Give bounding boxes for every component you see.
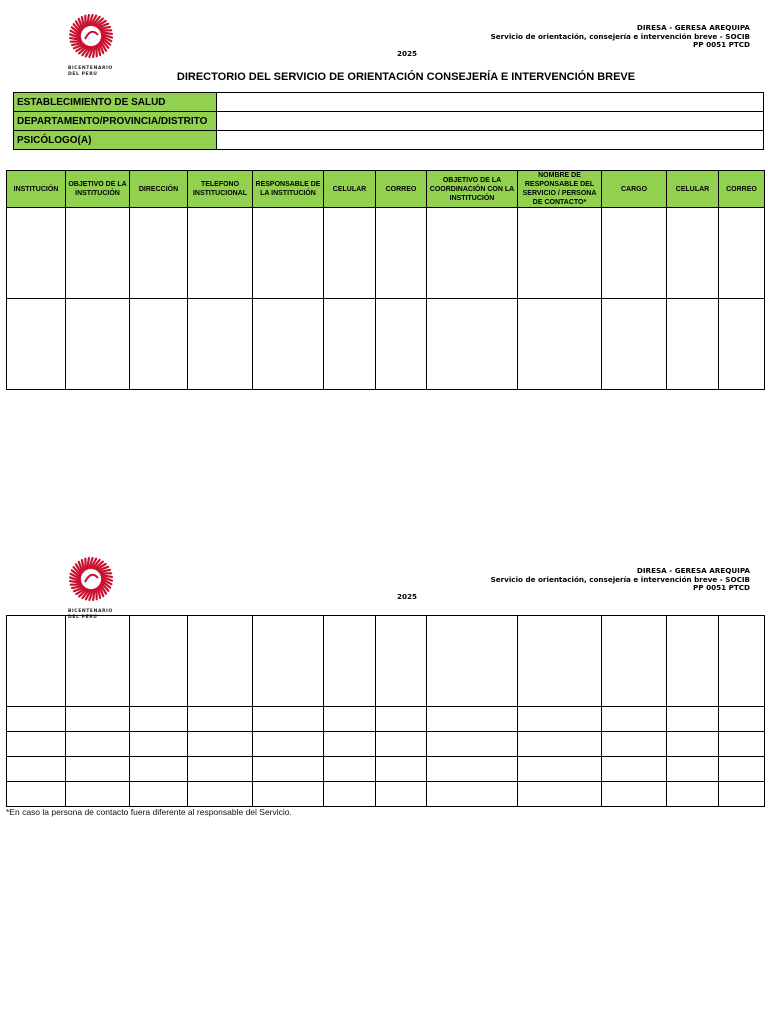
table-cell[interactable]: [518, 732, 602, 757]
info-table: [13, 92, 764, 150]
table-cell[interactable]: [130, 208, 188, 299]
table-cell[interactable]: [427, 732, 518, 757]
table-cell[interactable]: [188, 732, 253, 757]
col-header: OBJETIVO DE LA INSTITUCIÓN: [66, 171, 130, 208]
table-cell[interactable]: [719, 707, 765, 732]
table-header-row: [7, 171, 765, 208]
header-line3: PP 0051 PTCD: [693, 40, 750, 49]
table-cell[interactable]: [376, 782, 427, 807]
table-cell[interactable]: [719, 299, 765, 390]
table-row: [7, 208, 765, 299]
table-cell[interactable]: [518, 208, 602, 299]
table-cell[interactable]: [427, 208, 518, 299]
table-cell[interactable]: [253, 707, 324, 732]
table-cell[interactable]: [518, 299, 602, 390]
header-info-2: [491, 567, 750, 593]
header-line2: Servicio de orientación, consejería e intervención breve - SOCIB: [490, 31, 750, 41]
bicentenario-logo-2: [68, 556, 114, 621]
table-cell[interactable]: [7, 707, 66, 732]
table-cell[interactable]: [602, 208, 667, 299]
table-cell[interactable]: [376, 616, 427, 707]
table-cell[interactable]: [427, 707, 518, 732]
table-cell[interactable]: [7, 616, 66, 707]
table-cell[interactable]: [427, 616, 518, 707]
table-cell[interactable]: [66, 208, 130, 299]
logo-line2: DEL PERÚ: [68, 615, 98, 620]
table-cell[interactable]: [7, 208, 66, 299]
info-label: PSICÓLOGO(A): [14, 131, 217, 150]
col-header: INSTITUCIÓN: [7, 171, 66, 208]
info-row: [14, 112, 764, 131]
header-year-2: 2025: [397, 592, 418, 601]
table-cell[interactable]: [7, 732, 66, 757]
psicologo-field[interactable]: [217, 131, 764, 150]
info-row: [14, 131, 764, 150]
table-row: [7, 707, 765, 732]
table-cell[interactable]: [7, 757, 66, 782]
directory-table-page1: [6, 170, 765, 390]
table-cell[interactable]: [66, 782, 130, 807]
table-cell[interactable]: [719, 616, 765, 707]
table-cell[interactable]: [602, 757, 667, 782]
table-cell[interactable]: [130, 616, 188, 707]
table-cell[interactable]: [667, 208, 719, 299]
table-cell[interactable]: [602, 299, 667, 390]
col-header: OBJETIVO DE LA COORDINACIÓN CON LA INSTITUCIÓN: [427, 171, 518, 208]
table-cell[interactable]: [188, 616, 253, 707]
table-cell[interactable]: [324, 208, 376, 299]
header-line1: DIRESA - GERESA AREQUIPA: [636, 566, 750, 575]
table-cell[interactable]: [324, 782, 376, 807]
logo-line1: BICENTENARIO: [68, 609, 113, 614]
bicentenario-logo: [68, 13, 114, 78]
table-cell[interactable]: [253, 616, 324, 707]
table-cell[interactable]: [324, 299, 376, 390]
table-cell[interactable]: [427, 757, 518, 782]
col-header: DIRECCIÓN: [130, 171, 188, 208]
bicentenario-emblem-icon: [68, 13, 114, 59]
table-cell[interactable]: [719, 732, 765, 757]
table-cell[interactable]: [719, 782, 765, 807]
table-cell[interactable]: [518, 707, 602, 732]
table-cell[interactable]: [667, 616, 719, 707]
table-cell[interactable]: [324, 707, 376, 732]
table-cell[interactable]: [324, 616, 376, 707]
table-cell[interactable]: [253, 757, 324, 782]
departamento-field[interactable]: [217, 112, 764, 131]
table-cell[interactable]: [376, 707, 427, 732]
table-cell[interactable]: [427, 299, 518, 390]
table-cell[interactable]: [376, 208, 427, 299]
header-line3: PP 0051 PTCD: [693, 583, 750, 592]
table-cell[interactable]: [66, 732, 130, 757]
table-cell[interactable]: [602, 732, 667, 757]
table-cell[interactable]: [130, 782, 188, 807]
col-header: TELEFONO INSTITUCIONAL: [188, 171, 253, 208]
directory-table-page2: [6, 615, 765, 807]
table-cell[interactable]: [188, 208, 253, 299]
table-cell[interactable]: [518, 757, 602, 782]
table-cell[interactable]: [130, 707, 188, 732]
header-line2: Servicio de orientación, consejería e intervención breve - SOCIB: [490, 574, 750, 584]
header-year: 2025: [397, 49, 418, 58]
table-cell[interactable]: [667, 757, 719, 782]
table-cell[interactable]: [324, 757, 376, 782]
bicentenario-emblem-icon: [68, 556, 114, 602]
table-cell[interactable]: [188, 707, 253, 732]
header-line1: DIRESA - GERESA AREQUIPA: [636, 23, 750, 32]
table-cell[interactable]: [130, 757, 188, 782]
info-label: ESTABLECIMIENTO DE SALUD: [14, 93, 217, 112]
table-cell[interactable]: [130, 732, 188, 757]
table-cell[interactable]: [667, 299, 719, 390]
logo-line2: DEL PERÚ: [68, 72, 98, 77]
header-info: [491, 24, 750, 50]
table-cell[interactable]: [427, 782, 518, 807]
table-cell[interactable]: [66, 616, 130, 707]
table-cell[interactable]: [7, 299, 66, 390]
table-cell[interactable]: [602, 707, 667, 732]
col-header: CELULAR: [667, 171, 719, 208]
col-header: CARGO: [602, 171, 667, 208]
table-cell[interactable]: [130, 299, 188, 390]
table-cell[interactable]: [7, 782, 66, 807]
table-cell[interactable]: [66, 757, 130, 782]
table-row: [7, 616, 765, 707]
table-cell[interactable]: [376, 299, 427, 390]
page-title: DIRECTORIO DEL SERVICIO DE ORIENTACIÓN CONSEJERÍA E INTERVENCIÓN BREVE: [176, 71, 636, 83]
table-cell[interactable]: [66, 299, 130, 390]
col-header: RESPONSABLE DE LA INSTITUCIÓN: [253, 171, 324, 208]
table-cell[interactable]: [188, 299, 253, 390]
footnote: *En caso la persona de contacto fuera diferente al responsable del Servicio.: [6, 807, 292, 817]
table-cell[interactable]: [188, 782, 253, 807]
info-row: [14, 93, 764, 112]
table-row: [7, 782, 765, 807]
table-cell[interactable]: [66, 707, 130, 732]
logo-line1: BICENTENARIO: [68, 66, 113, 71]
table-cell[interactable]: [518, 782, 602, 807]
table-cell[interactable]: [719, 757, 765, 782]
table-cell[interactable]: [253, 208, 324, 299]
table-cell[interactable]: [719, 208, 765, 299]
col-header: NOMBRE DE RESPONSABLE DEL SERVICIO / PERSONA DE CONTACTO*: [518, 171, 602, 208]
table-cell[interactable]: [667, 782, 719, 807]
table-cell[interactable]: [602, 616, 667, 707]
table-cell[interactable]: [324, 732, 376, 757]
info-label: DEPARTAMENTO/PROVINCIA/DISTRITO: [14, 112, 217, 131]
table-cell[interactable]: [667, 707, 719, 732]
table-cell[interactable]: [188, 757, 253, 782]
table-cell[interactable]: [253, 782, 324, 807]
table-cell[interactable]: [602, 782, 667, 807]
table-row: [7, 299, 765, 390]
col-header: CORREO: [719, 171, 765, 208]
table-cell[interactable]: [253, 732, 324, 757]
table-cell[interactable]: [667, 732, 719, 757]
establecimiento-field[interactable]: [217, 93, 764, 112]
col-header: CELULAR: [324, 171, 376, 208]
table-cell[interactable]: [376, 757, 427, 782]
table-cell[interactable]: [253, 299, 324, 390]
table-cell[interactable]: [518, 616, 602, 707]
col-header: CORREO: [376, 171, 427, 208]
table-row: [7, 732, 765, 757]
table-cell[interactable]: [376, 732, 427, 757]
table-row: [7, 757, 765, 782]
